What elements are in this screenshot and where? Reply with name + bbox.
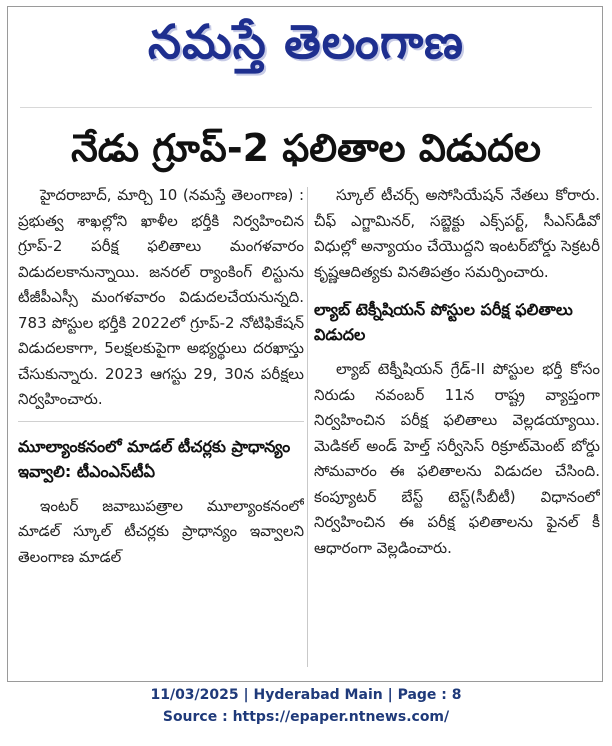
masthead-divider [20,107,592,108]
article-paragraph: ల్యాబ్ టెక్నీషియన్ గ్రేడ్-II పోస్టుల భర్తీ కోసం నిరుడు నవంబర్ 11న రాష్ట్ర వ్యాప్తంగా నిర్వహించిన పరీక్ష ఫలితాలు వెల్లడయ్యాయి. మెడికల్ అండ్ హెల్త్ సర్వీసెస్ రిక్రూట్‌మెంట్ బోర్డు సోమవారం ఈ ఫలితాలను విడుదల చేసింది. కంప్యూటర్ బేస్ట్ టెస్ట్(సీబీటీ) విధానంలో నిర్వహించిన ఈ పరీక్ష ఫలితాలను ఫైనల్ కీ ఆధారంగా వెల్లడించారు. [314,360,600,557]
article-paragraph: స్కూల్ టీచర్స్ అసోసియేషన్ నేతలు కోరారు. చీఫ్ ఎగ్జామినర్, సబ్జెక్టు ఎక్స్‌పర్ట్, సీఎస్‌డీవో విధుల్లో అన్యాయం చేయొద్దని ఇంటర్‌బోర్డు సెక్రటరీ కృష్ణఆదిత్యకు వినతిపత్రం సమర్పించారు. [314,186,600,281]
article-column-left [18,183,304,677]
article-subheading: మూల్యాంకనంలో మాడల్ టీచర్లకు ప్రాధాన్యం ఇవ్వాలి: టీఎంఎస్‌టీఏ [18,436,291,481]
article-headline: నేడు గ్రూప్-2 ఫలితాల విడుదల [71,126,541,170]
article-paragraph: ఇంటర్ జవాబుపత్రాల మూల్యాంకనంలో మాడల్ స్కూల్ టీచర్లకు ప్రాధాన్యం ఇవ్వాలని తెలంగాణ మాడల్ [18,496,304,566]
newspaper-clipping [7,6,603,682]
article-subheading: ల్యాబ్ టెక్నీషియన్ పోస్టుల పరీక్ష ఫలితాలు విడుదల [314,300,573,344]
article-paragraph: హైదరాబాద్, మార్చి 10 (నమస్తే తెలంగాణ) : ప్రభుత్వ శాఖల్లోని ఖాళీల భర్తీకి నిర్వహించిన గ్రూప్-2 పరీక్ష ఫలితాలు మంగళవారం విడుదలకానున్నాయి. జనరల్ ర్యాంకింగ్ లిస్టును టీజీపీఎస్సీ మంగళవారం విడుదలచేయనున్నది. 783 పోస్టుల భర్తీకి 2022లో గ్రూప్-2 నోటిఫికేషన్ విడుదలకాగా, 5లక్షలకుపైగా అభ్యర్థులు దరఖాస్తు చేసుకున్నారు. 2023 ఆగస్టు 29, 30న పరీక్షలు నిర్వహించారు. [18,186,304,408]
source-link[interactable]: Source : https://epaper.ntnews.com/ [162,709,450,725]
section-divider [18,421,304,422]
column-divider [307,187,308,667]
article-column-right [314,183,600,677]
edition-info: 11/03/2025 | Hyderabad Main | Page : 8 [150,687,462,703]
masthead-title: నమస్తే తెలంగాణ [148,15,464,70]
